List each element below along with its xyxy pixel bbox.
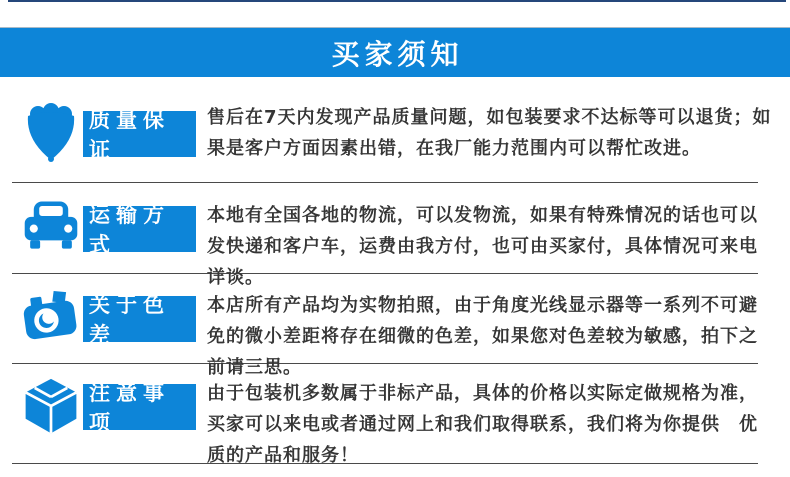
- section-label-badge: 运输方式: [83, 206, 196, 252]
- page-title: 买家须知: [331, 37, 464, 71]
- section-shipping-method: [0, 183, 790, 288]
- camera-icon: [22, 288, 80, 350]
- section-precautions: [0, 364, 790, 466]
- header-bar: [0, 27, 790, 77]
- section-text: 由于包装机多数属于非标产品，具体的价格以实际定做规格为准，买家可以来电或者通过网上和我们取得联系，我们将为你提供 优质的产品和服务！: [207, 383, 758, 466]
- car-icon: [22, 198, 80, 252]
- section-label-badge: 关于色差: [83, 296, 196, 342]
- section-text: 本地有全国各地的物流，可以发物流，如果有特殊情况的话也可以发快递和客户车，运费由我方付，也可由买家付，具体情况可来电详谈。: [207, 205, 758, 288]
- shield-icon: [22, 102, 80, 164]
- section-label-badge: 质量保证: [83, 111, 196, 157]
- section-text: 售后在7天内发现产品质量问题，如包装要求不达标等可以退货；如果是客户方面因素出错，在我厂能力范围内可以帮忙改进。: [207, 107, 772, 159]
- cube-icon: [22, 375, 80, 437]
- section-quality-guarantee: [0, 77, 790, 182]
- section-color-difference: [0, 274, 790, 378]
- top-border-line: [8, 0, 786, 2]
- section-label-badge: 注意事项: [83, 384, 196, 430]
- section-text: 本店所有产品均为实物拍照，由于角度光线显示器等一系列不可避免的微小差距将存在细微的色差，如果您对色差较为敏感，拍下之前请三思。: [207, 295, 758, 378]
